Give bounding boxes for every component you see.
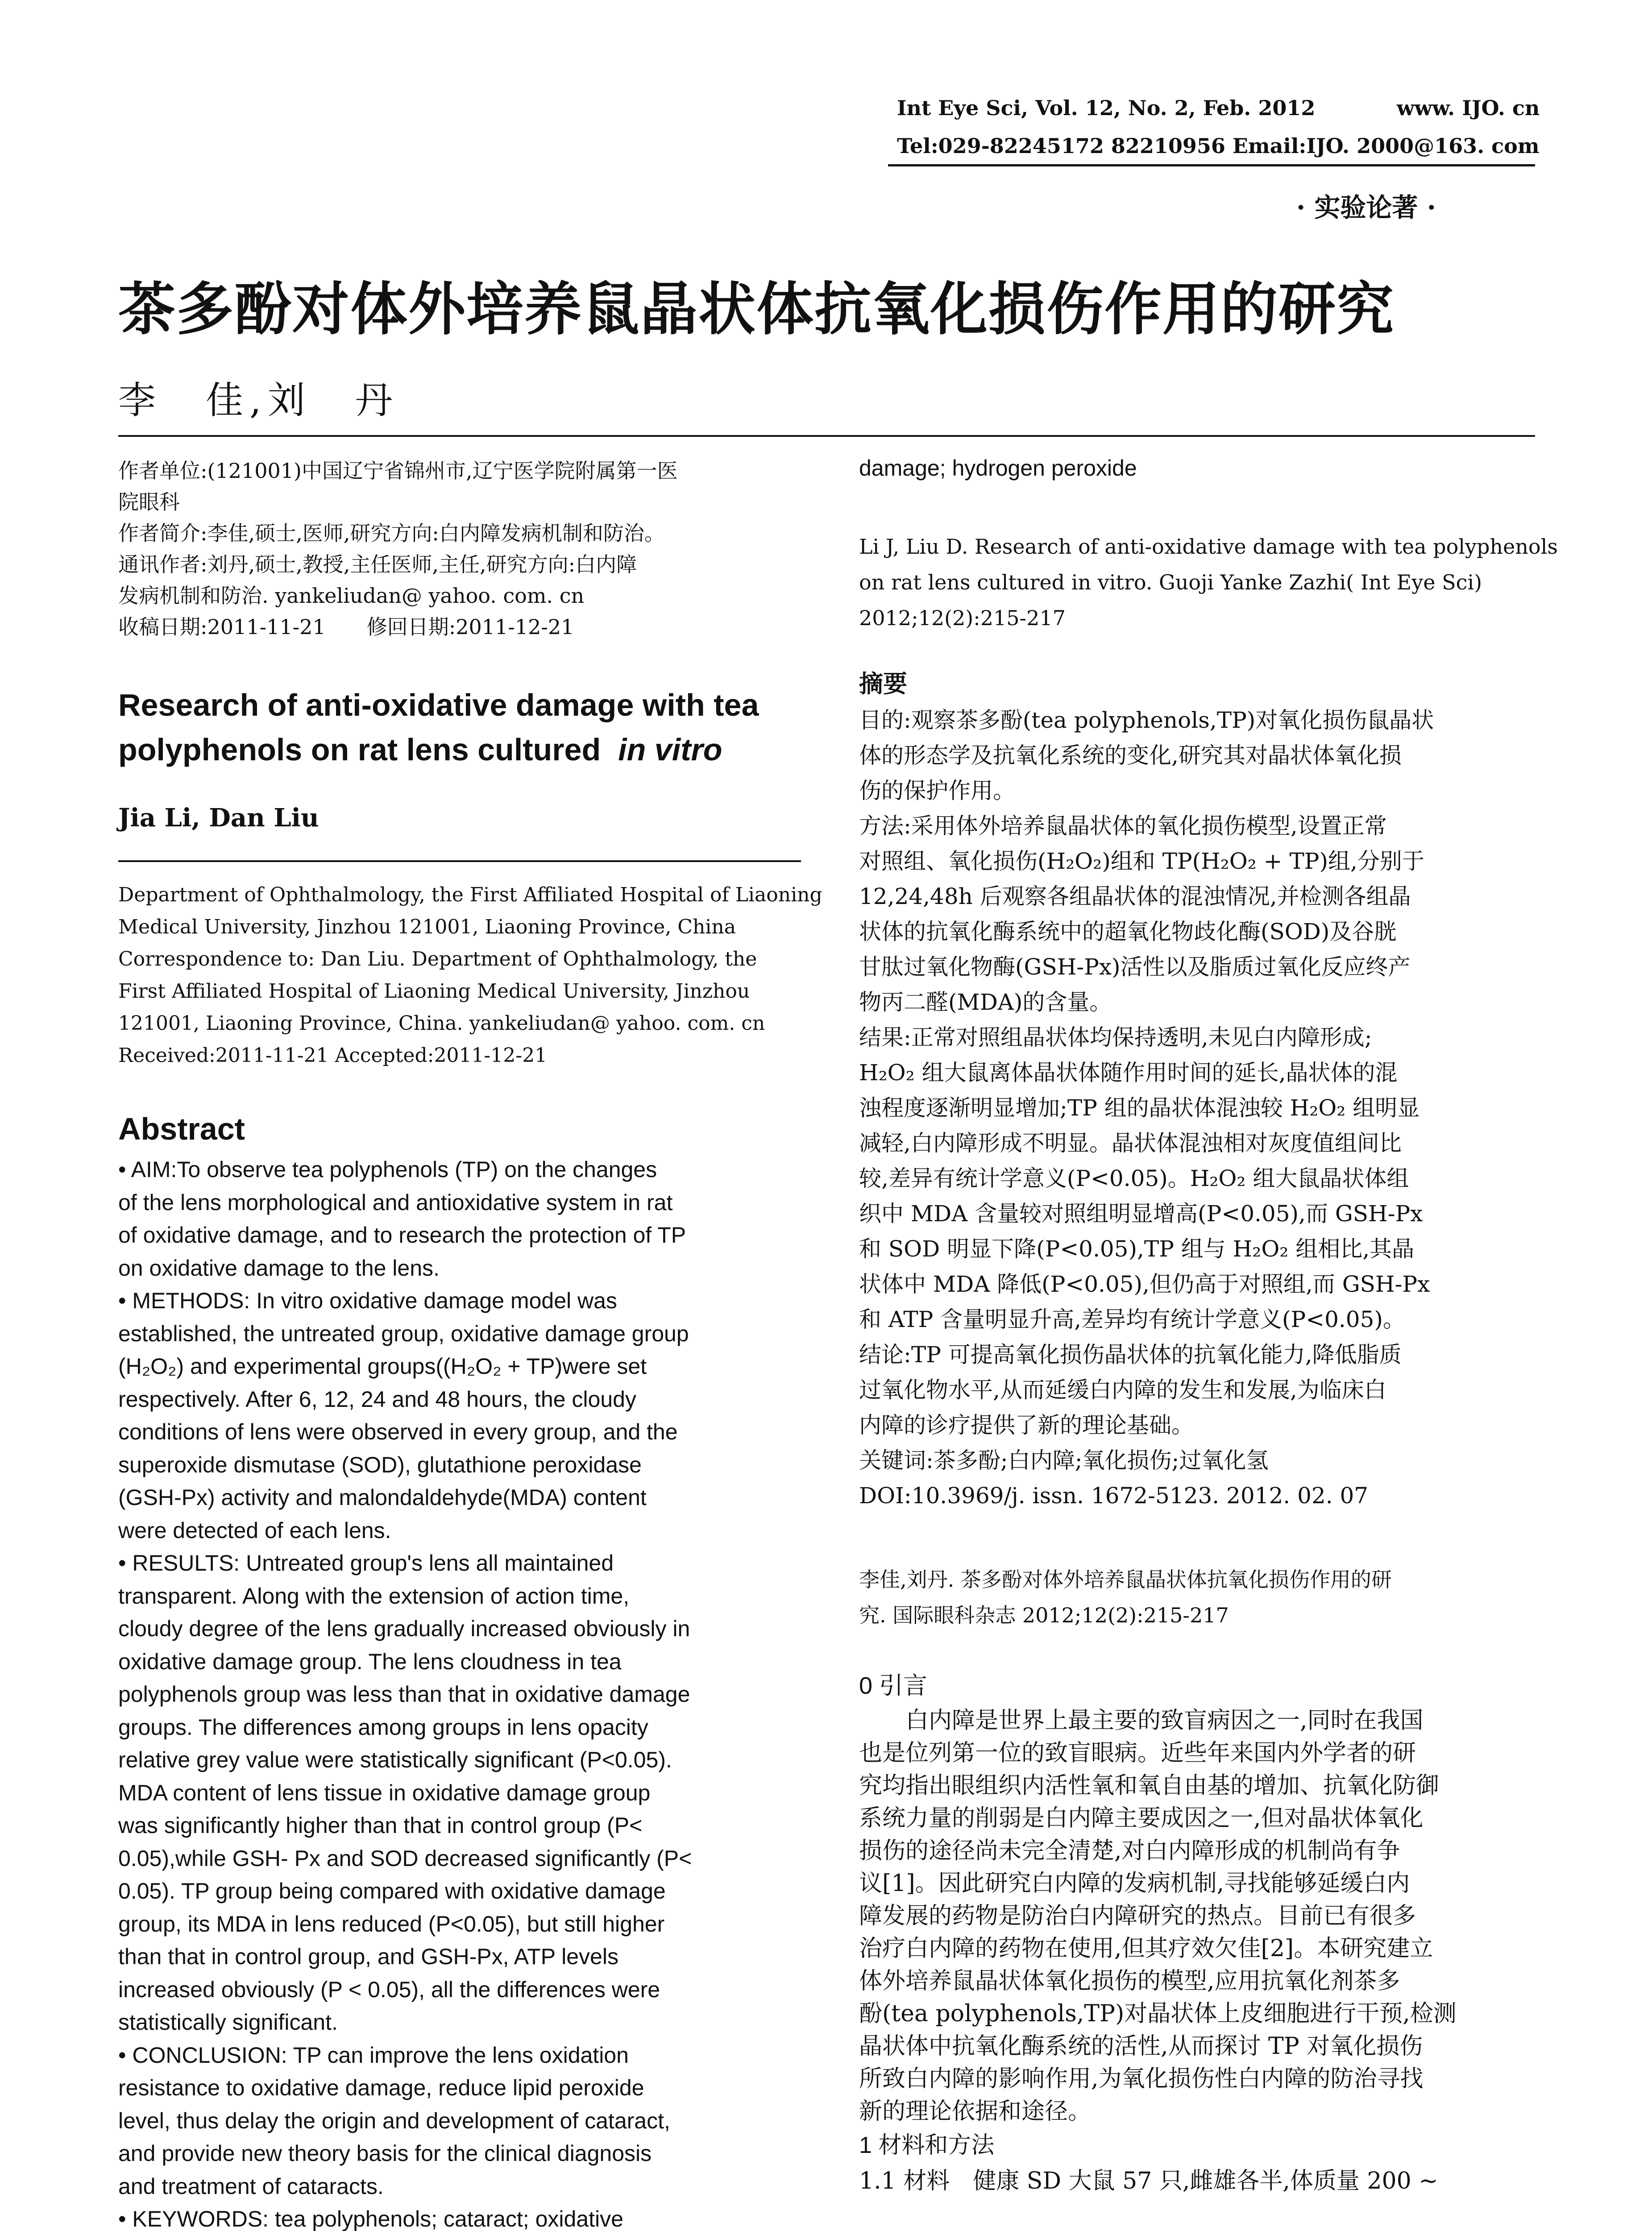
authors-en-rule xyxy=(118,860,801,862)
intro-line: 治疗白内障的药物在使用,但其疗效欠佳[2]。本研究建立 xyxy=(859,1935,1433,1962)
abstract-en-line: • AIM:To observe tea polyphenols (TP) on the changes xyxy=(118,1157,657,1182)
abstract-cn-line: 目的:观察茶多酚(tea polyphenols,TP)对氧化损伤鼠晶状 xyxy=(859,707,1434,733)
abstract-cn-line: 12,24,48h 后观察各组晶状体的混浊情况,并检测各组晶 xyxy=(859,883,1411,909)
affil-en-line: Correspondence to: Dan Liu. Department of Ophthalmology, the xyxy=(118,948,757,970)
abstract-en-line: conditions of lens were observed in every group, and the xyxy=(118,1419,678,1444)
abstract-en-line: 0.05),while GSH- Px and SOD decreased significantly (P< xyxy=(118,1845,692,1871)
intro-line: 障发展的药物是防治白内障研究的热点。目前已有很多 xyxy=(859,1903,1416,1929)
title-en-line-1: Research of anti-oxidative damage with tea xyxy=(118,688,759,722)
abstract-en-line: established, the untreated group, oxidative damage group xyxy=(118,1321,689,1346)
abstract-en-line: 0.05). TP group being compared with oxidative damage xyxy=(118,1879,666,1903)
affil-en-line: 121001, Liaoning Province, China. yankeliudan@ yahoo. com. cn xyxy=(118,1012,765,1035)
intro-line: 白内障是世界上最主要的致盲病因之一,同时在我国 xyxy=(859,1707,1424,1734)
intro-line: 也是位列第一位的致盲眼病。近些年来国内外学者的研 xyxy=(859,1740,1416,1767)
abstract-en-line: respectively. After 6, 12, 24 and 48 hours, the cloudy xyxy=(118,1386,636,1412)
journal-website: www. IJO. cn xyxy=(1397,96,1540,120)
affil-en-line: Department of Ophthalmology, the First Affiliated Hospital of Liaoning xyxy=(118,883,822,906)
abstract-cn-line: 浊程度逐渐明显增加;TP 组的晶状体混浊较 H₂O₂ 组明显 xyxy=(859,1095,1420,1121)
citation-cn xyxy=(859,1562,1537,1633)
abstract-cn-line: H₂O₂ 组大鼠离体晶状体随作用时间的延长,晶状体的混 xyxy=(859,1060,1398,1086)
title-en-italic: in vitro xyxy=(618,732,722,767)
affil-cn-line: 作者简介:李佳,硕士,医师,研究方向:白内障发病机制和防治。 xyxy=(118,521,665,545)
abstract-cn-line: 和 SOD 明显下降(P<0.05),TP 组与 H₂O₂ 组相比,其晶 xyxy=(859,1236,1415,1262)
title-rule xyxy=(118,435,1535,437)
citation-cn-line: 究. 国际眼科杂志 2012;12(2):215-217 xyxy=(859,1603,1229,1627)
citation-en-line: on rat lens cultured in vitro. Guoji Yanke Zazhi( Int Eye Sci) xyxy=(859,570,1482,594)
citation-cn-line: 李佳,刘丹. 茶多酚对体外培养鼠晶状体抗氧化损伤作用的研 xyxy=(859,1568,1392,1592)
abstract-cn xyxy=(859,703,1537,1514)
abstract-en-line: • METHODS: In vitro oxidative damage model was xyxy=(118,1288,617,1313)
abstract-en-line: was significantly higher than that in control group (P< xyxy=(118,1813,643,1838)
abstract-en-line: and treatment of cataracts. xyxy=(118,2173,384,2199)
authors-en: Jia Li, Dan Liu xyxy=(118,803,319,833)
intro-line: 酚(tea polyphenols,TP)对晶状体上皮细胞进行干预,检测 xyxy=(859,2000,1457,2027)
methods-heading: 1 材料和方法 xyxy=(859,2132,995,2158)
abstract-cn-line: 织中 MDA 含量较对照组明显增高(P<0.05),而 GSH-Px xyxy=(859,1201,1423,1227)
abstract-en-line: • KEYWORDS: tea polyphenols; cataract; oxidative xyxy=(118,2206,623,2231)
citation-en-line: Li J, Liu D. Research of anti-oxidative damage with tea polyphenols xyxy=(859,535,1558,559)
journal-info: Int Eye Sci, Vol. 12, No. 2, Feb. 2012 xyxy=(897,96,1316,120)
affil-en-line: Received:2011-11-21 Accepted:2011-12-21 xyxy=(118,1044,548,1067)
abstract-cn-line: 和 ATP 含量明显升高,差异均有统计学意义(P<0.05)。 xyxy=(859,1306,1405,1332)
affiliation-en xyxy=(118,879,822,1072)
abstract-cn-line: 较,差异有统计学意义(P<0.05)。H₂O₂ 组大鼠晶状体组 xyxy=(859,1165,1409,1191)
abstract-cn-line: 关键词:茶多酚;白内障;氧化损伤;过氧化氢 xyxy=(859,1447,1269,1473)
abstract-en-line: than that in control group, and GSH-Px, ATP levels xyxy=(118,1944,618,1969)
abstract-en-line: statistically significant. xyxy=(118,2010,338,2035)
abstract-cn-line: 对照组、氧化损伤(H₂O₂)组和 TP(H₂O₂ + TP)组,分别于 xyxy=(859,848,1424,874)
abstract-en-line: superoxide dismutase (SOD), glutathione peroxidase xyxy=(118,1452,642,1477)
affil-en-line: First Affiliated Hospital of Liaoning Medical University, Jinzhou xyxy=(118,980,750,1003)
affil-cn-line: 通讯作者:刘丹,硕士,教授,主任医师,主任,研究方向:白内障 xyxy=(118,552,637,576)
intro-line: 系统力量的削弱是白内障主要成因之一,但对晶状体氧化 xyxy=(859,1805,1424,1832)
methods-line: 1.1 材料 健康 SD 大鼠 57 只,雌雄各半,体质量 200 ~ xyxy=(859,2168,1438,2194)
header-rule xyxy=(888,164,1535,166)
abstract-cn-line: 结果:正常对照组晶状体均保持透明,未见白内障形成; xyxy=(859,1024,1372,1050)
abstract-cn-line: 过氧化物水平,从而延缓白内障的发生和发展,为临床白 xyxy=(859,1377,1386,1403)
abstract-en-line: • RESULTS: Untreated group's lens all maintained xyxy=(118,1551,614,1576)
journal-contact: Tel:029-82245172 82210956 Email:IJO. 2000@163. com xyxy=(897,134,1540,158)
abstract-cn-line: 内障的诊疗提供了新的理论基础。 xyxy=(859,1412,1194,1438)
abstract-en-line: on oxidative damage to the lens. xyxy=(118,1255,440,1281)
abstract-en-line: • CONCLUSION: TP can improve the lens oxidation xyxy=(118,2042,629,2068)
abstract-en-line: groups. The differences among groups in lens opacity xyxy=(118,1714,648,1740)
abstract-cn-line: 状体的抗氧化酶系统中的超氧化物歧化酶(SOD)及谷胱 xyxy=(859,919,1397,945)
abstract-en-line: resistance to oxidative damage, reduce lipid peroxide xyxy=(118,2075,644,2100)
affil-en-line: Medical University, Jinzhou 121001, Liaoning Province, China xyxy=(118,916,736,938)
title-en-line-2: polyphenols on rat lens cultured xyxy=(118,732,601,767)
keywords-continued: damage; hydrogen peroxide xyxy=(859,456,1137,481)
affil-cn-line: 院眼科 xyxy=(118,490,180,514)
intro-line: 所致白内障的影响作用,为氧化损伤性白内障的防治寻找 xyxy=(859,2065,1424,2092)
affil-cn-line: 收稿日期:2011-11-21 修回日期:2011-12-21 xyxy=(118,615,574,639)
abstract-en-line: MDA content of lens tissue in oxidative damage group xyxy=(118,1780,651,1805)
title-en xyxy=(118,683,759,772)
abstract-cn-line: 伤的保护作用。 xyxy=(859,778,1015,804)
abstract-en-line: oxidative damage group. The lens cloudness in tea xyxy=(118,1649,622,1674)
abstract-en-line: level, thus delay the origin and development of cataract, xyxy=(118,2108,670,2133)
affil-cn-line: 发病机制和防治. yankeliudan@ yahoo. com. cn xyxy=(118,584,585,608)
abstract-cn-line: 方法:采用体外培养鼠晶状体的氧化损伤模型,设置正常 xyxy=(859,813,1387,839)
intro-line: 议[1]。因此研究白内障的发病机制,寻找能够延缓白内 xyxy=(859,1870,1410,1897)
abstract-en-line: transparent. Along with the extension of action time, xyxy=(118,1583,630,1609)
abstract-cn-line: 甘肽过氧化物酶(GSH-Px)活性以及脂质过氧化反应终产 xyxy=(859,954,1411,980)
abstract-en-line: group, its MDA in lens reduced (P<0.05), but still higher xyxy=(118,1911,665,1937)
intro-line: 新的理论依据和途径。 xyxy=(859,2098,1092,2125)
authors-cn: 李 佳,刘 丹 xyxy=(118,378,399,422)
abstract-en-line: increased obviously (P < 0.05), all the differences were xyxy=(118,1977,660,2002)
abstract-en-line: relative grey value were statistically significant (P<0.05). xyxy=(118,1747,672,1772)
abstract-cn-line: 体的形态学及抗氧化系统的变化,研究其对晶状体氧化损 xyxy=(859,742,1402,768)
abstract-cn-line: 减轻,白内障形成不明显。晶状体混浊相对灰度值组间比 xyxy=(859,1130,1402,1156)
abstract-en-line: and provide new theory basis for the clinical diagnosis xyxy=(118,2141,652,2166)
abstract-cn-heading: 摘要 xyxy=(859,671,907,697)
abstract-heading: Abstract xyxy=(118,1111,245,1146)
intro-line: 究均指出眼组织内活性氧和氧自由基的增加、抗氧化防御 xyxy=(859,1772,1440,1799)
abstract-en-line: cloudy degree of the lens gradually increased obviously in xyxy=(118,1616,690,1641)
title-cn: 茶多酚对体外培养鼠晶状体抗氧化损伤作用的研究 xyxy=(118,276,1395,343)
citation-en xyxy=(859,529,1558,636)
abstract-en-line: (H₂O₂) and experimental groups((H₂O₂ + TP)were set xyxy=(118,1354,647,1379)
abstract-en xyxy=(118,1153,801,2231)
affiliation-cn xyxy=(118,455,801,643)
abstract-cn-line: DOI:10.3969/j. issn. 1672-5123. 2012. 02. 07 xyxy=(859,1483,1369,1509)
abstract-en-line: polyphenols group was less than that in oxidative damage xyxy=(118,1682,690,1707)
abstract-en-line: were detected of each lens. xyxy=(118,1518,391,1543)
abstract-en-line: of the lens morphological and antioxidative system in rat xyxy=(118,1190,673,1215)
abstract-cn-line: 物丙二醛(MDA)的含量。 xyxy=(859,989,1112,1015)
abstract-en-line: of oxidative damage, and to research the protection of TP xyxy=(118,1223,686,1248)
abstract-en-line: (GSH-Px) activity and malondaldehyde(MDA) content xyxy=(118,1485,647,1510)
affil-cn-line: 作者单位:(121001)中国辽宁省锦州市,辽宁医学院附属第一医 xyxy=(118,459,678,483)
intro-heading: 0 引言 xyxy=(859,1672,928,1699)
intro-line: 晶状体中抗氧化酶系统的活性,从而探讨 TP 对氧化损伤 xyxy=(859,2033,1423,2060)
citation-en-line: 2012;12(2):215-217 xyxy=(859,606,1066,630)
intro-line: 体外培养鼠晶状体氧化损伤的模型,应用抗氧化剂茶多 xyxy=(859,1968,1400,1995)
intro-line: 损伤的途径尚未完全清楚,对白内障形成的机制尚有争 xyxy=(859,1837,1400,1864)
intro-body xyxy=(859,1704,1537,2128)
section-label: · 实验论著 · xyxy=(1296,192,1436,223)
abstract-cn-line: 状体中 MDA 降低(P<0.05),但仍高于对照组,而 GSH-Px xyxy=(859,1271,1430,1297)
abstract-cn-line: 结论:TP 可提高氧化损伤晶状体的抗氧化能力,降低脂质 xyxy=(859,1342,1402,1368)
